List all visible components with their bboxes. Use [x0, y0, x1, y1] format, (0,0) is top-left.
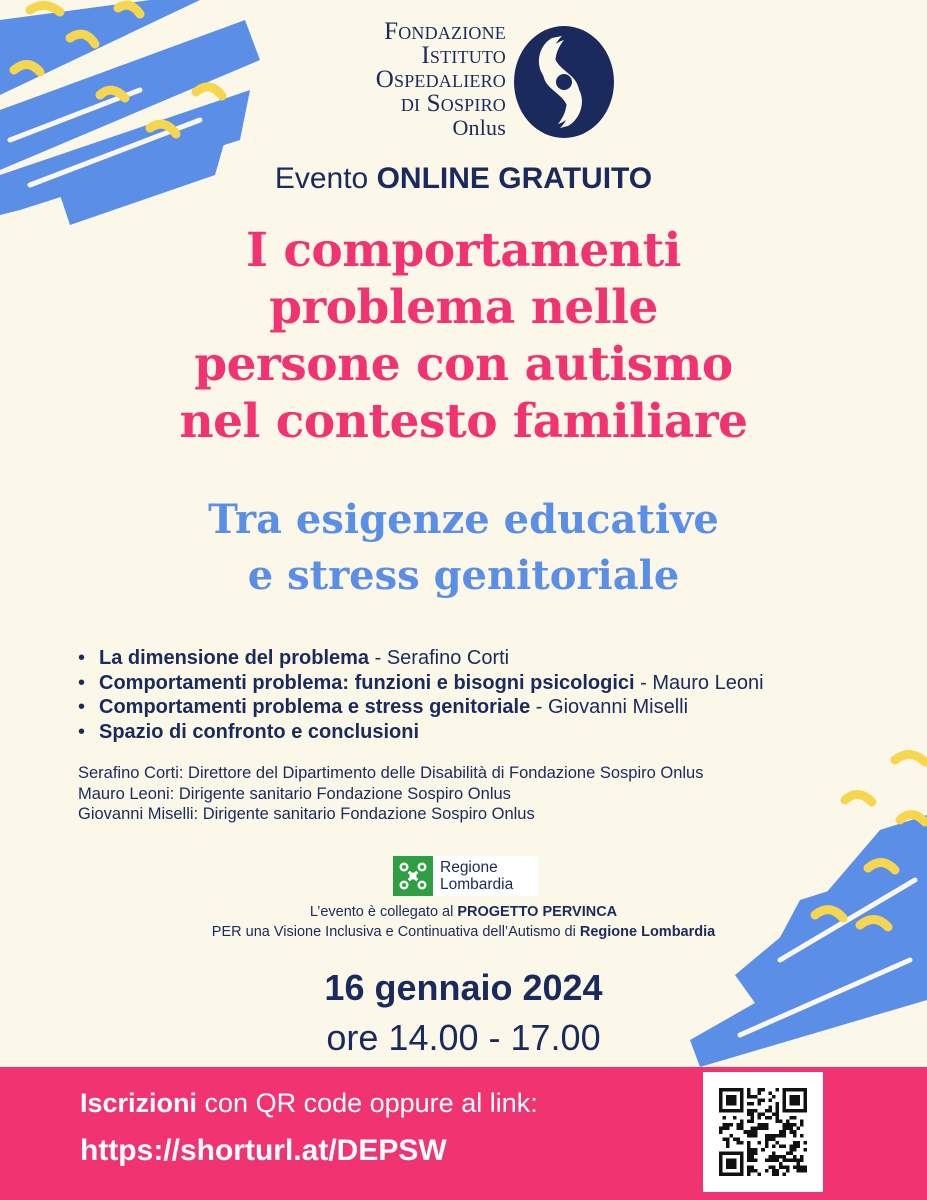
event-emphasis: ONLINE GRATUITO — [376, 162, 653, 195]
project-region: Regione Lombardia — [579, 924, 716, 940]
regione-line: Regione — [440, 859, 498, 876]
project-line-2-text: PER una Visione Inclusiva e Continuativa dell’Autismo di — [211, 924, 580, 940]
registration-emphasis: Iscrizioni — [80, 1088, 198, 1118]
speaker-bios — [78, 763, 878, 825]
project-line-2 — [0, 922, 927, 942]
lombardia-line: Lombardia — [440, 876, 514, 893]
registration-text — [80, 1088, 538, 1119]
org-name-line: Istituto — [421, 42, 506, 69]
agenda-speaker: - Mauro Leoni — [634, 671, 764, 694]
agenda-list — [78, 646, 878, 744]
speaker-bio: Mauro Leoni: Dirigente sanitario Fondazione Sospiro Onlus — [78, 784, 511, 803]
title-line: persone con autismo — [194, 337, 733, 392]
bullet-icon: • — [78, 671, 86, 694]
project-info — [0, 902, 927, 942]
agenda-topic: Comportamenti problema e stress genitoriale — [99, 696, 531, 718]
title-line: problema nelle — [269, 280, 658, 335]
regione-lombardia-logo — [393, 856, 539, 896]
fondazione-sospiro-logo-icon — [512, 24, 616, 140]
speaker-bio: Serafino Corti: Direttore del Dipartimento delle Disabilità di Fondazione Sospiro Onlus — [78, 764, 704, 782]
title-line: I comportamenti — [245, 223, 682, 278]
agenda-speaker: - Serafino Corti — [369, 647, 510, 669]
project-name: PROGETTO PERVINCA — [457, 904, 618, 920]
agenda-item — [78, 695, 878, 720]
event-prefix: Evento — [274, 162, 369, 195]
title-line: nel contesto familiare — [179, 394, 748, 449]
agenda-item — [78, 671, 878, 696]
subtitle-line: e stress genitoriale — [247, 552, 680, 599]
event-type-line — [0, 162, 927, 196]
org-name-line: di Sospiro — [400, 90, 506, 117]
org-name-line: Fondazione — [384, 18, 506, 45]
bullet-icon: • — [78, 720, 86, 743]
regione-lombardia-rose-icon — [393, 856, 433, 896]
org-name-line: Onlus — [452, 115, 506, 140]
agenda-item — [78, 720, 878, 745]
org-name-line: Ospedaliero — [375, 66, 506, 93]
event-time: ore 14.00 - 17.00 — [326, 1017, 601, 1058]
bullet-icon: • — [78, 696, 86, 718]
project-line-1 — [0, 902, 927, 922]
agenda-topic: Comportamenti problema: funzioni e bisogni psicologici — [99, 671, 635, 694]
registration-instructions: con QR code oppure al link: — [197, 1088, 538, 1118]
org-name — [360, 20, 506, 140]
qr-code-icon — [719, 1088, 807, 1176]
regione-lombardia-wordmark — [440, 859, 513, 893]
qr-code[interactable] — [703, 1072, 823, 1192]
agenda-topic: Spazio di confronto e conclusioni — [99, 720, 420, 743]
subtitle-line: Tra esigenze educative — [208, 496, 719, 543]
agenda-speaker: - Giovanni Miselli — [530, 696, 689, 718]
speaker-bio: Giovanni Miselli: Dirigente sanitario Fondazione Sospiro Onlus — [78, 805, 535, 823]
event-date: 16 gennaio 2024 — [324, 967, 603, 1008]
event-title — [40, 222, 887, 450]
agenda-item — [78, 646, 878, 671]
project-line-1-text: L’evento è collegato al — [309, 904, 458, 920]
agenda-topic: La dimensione del problema — [99, 647, 370, 669]
event-subtitle — [40, 492, 887, 604]
registration-link[interactable]: https://shorturl.at/DEPSW — [80, 1134, 447, 1167]
bullet-icon: • — [78, 647, 86, 669]
